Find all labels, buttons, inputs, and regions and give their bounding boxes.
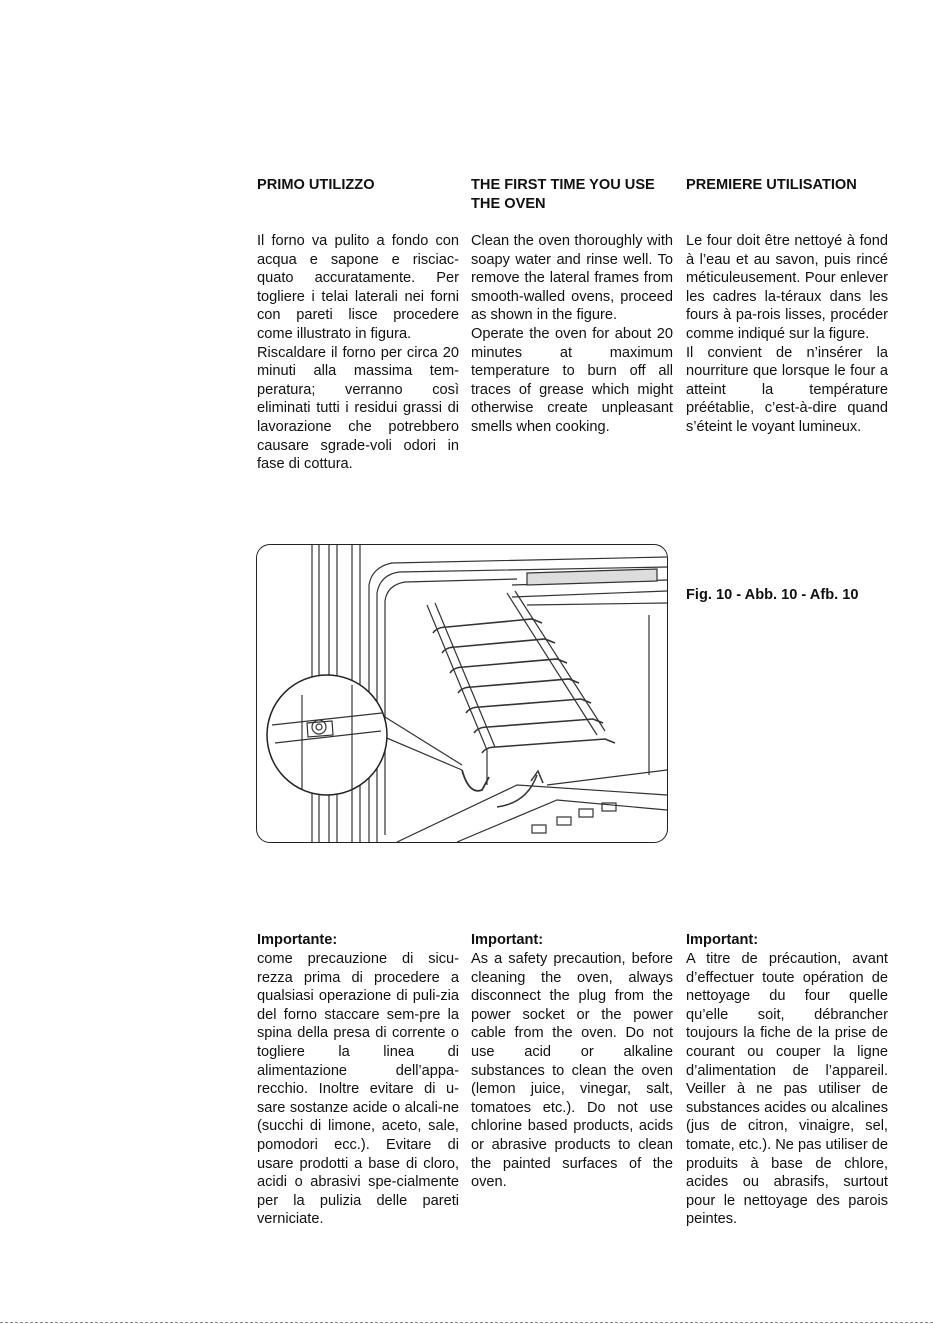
section-it <box>257 176 459 474</box>
important-it-title: Importante: <box>257 932 338 948</box>
oven-illustration <box>257 545 667 842</box>
important-it <box>257 931 459 1229</box>
figure-caption: Fig. 10 - Abb. 10 - Afb. 10 <box>686 587 859 603</box>
section-en-title: THE FIRST TIME YOU USE THE OVEN <box>471 177 655 212</box>
important-en <box>471 931 673 1192</box>
section-fr <box>686 176 888 437</box>
oven-frame-removal-figure <box>256 544 668 843</box>
page-bottom-divider <box>0 1322 933 1323</box>
section-en-p1: Clean the oven thoroughly with soapy water and rinse well. To remove the lateral frames from smooth-walled ovens, proceed as shown in the figure. <box>471 233 673 324</box>
section-en-p2: Operate the oven for about 20 minutes at maximum temperature to burn off all traces of grease which might otherwise create unpleasant smells when cooking. <box>471 325 673 435</box>
important-fr-text: A titre de précaution, avant d’effectuer toute opération de nettoyage du four quelle qu’elle soit, débrancher toujours la fiche de la prise de courant ou couper la ligne d’alimentation de l’appareil. Veiller à ne pas utiliser de substances acides ou alcalines (jus de citron, vinaigre, sel, tomate, etc.). Ne pas utiliser de produits à base de chlore, acides ou abrasifs, surtout pour le nettoyage des parois peintes. <box>686 951 888 1228</box>
important-it-text: come precauzione di sicu-rezza prima di procedere a qualsiasi operazione di puli-zia del forno staccare sem-pre la spina della presa di corrente o togliere la linea di alimentazione dell’appa-recchio. Inoltre evitare di u-sare sostanze acide o alcali-ne (succhi di limone, aceto, sale, pomodori ecc.). Evitare di usare prodotti a base di cloro, acidi o abrasivi spe-cialmente per la pulizia delle pareti verniciate. <box>257 951 459 1228</box>
important-fr-title: Important: <box>686 932 759 948</box>
section-fr-p2: Il convient de n’insérer la nourriture que lorsque le four a atteint la température préétablie, c’est-à-dire quand s’éteint le voyant lumineux. <box>686 344 888 435</box>
section-it-title: PRIMO UTILIZZO <box>257 177 375 193</box>
section-en <box>471 176 673 437</box>
section-fr-p1: Le four doit être nettoyé à fond à l’eau et au savon, puis rincé méticuleusement. Pour enlever les cadres la-téraux dans les fours à pa-rois lisses, procéder comme indiqué sur la figure. <box>686 233 888 342</box>
section-it-p2: Riscaldare il forno per circa 20 minuti alla massima tem-peratura; verranno così eliminati tutti i residui grassi di lavorazione che potrebbero causare sgrade-voli odori in fase di cottura. <box>257 344 459 473</box>
section-fr-title: PREMIERE UTILISATION <box>686 177 857 193</box>
section-it-p1: Il forno va pulito a fondo con acqua e sapone e risciac-quato accuratamente. Per togliere i telai laterali nei forni con pareti lisce procedere come illustrato in figura. <box>257 233 459 342</box>
important-fr <box>686 931 888 1229</box>
important-en-text: As a safety precaution, before cleaning the oven, always disconnect the plug from the power socket or the power cable from the oven. Do not use acid or alkaline substances to clean the oven (lemon juice, vinegar, salt, tomatoes etc.). Do not use chlorine based products, acids or abrasive products to clean the painted surfaces of the oven. <box>471 951 673 1191</box>
important-en-title: Important: <box>471 932 544 948</box>
